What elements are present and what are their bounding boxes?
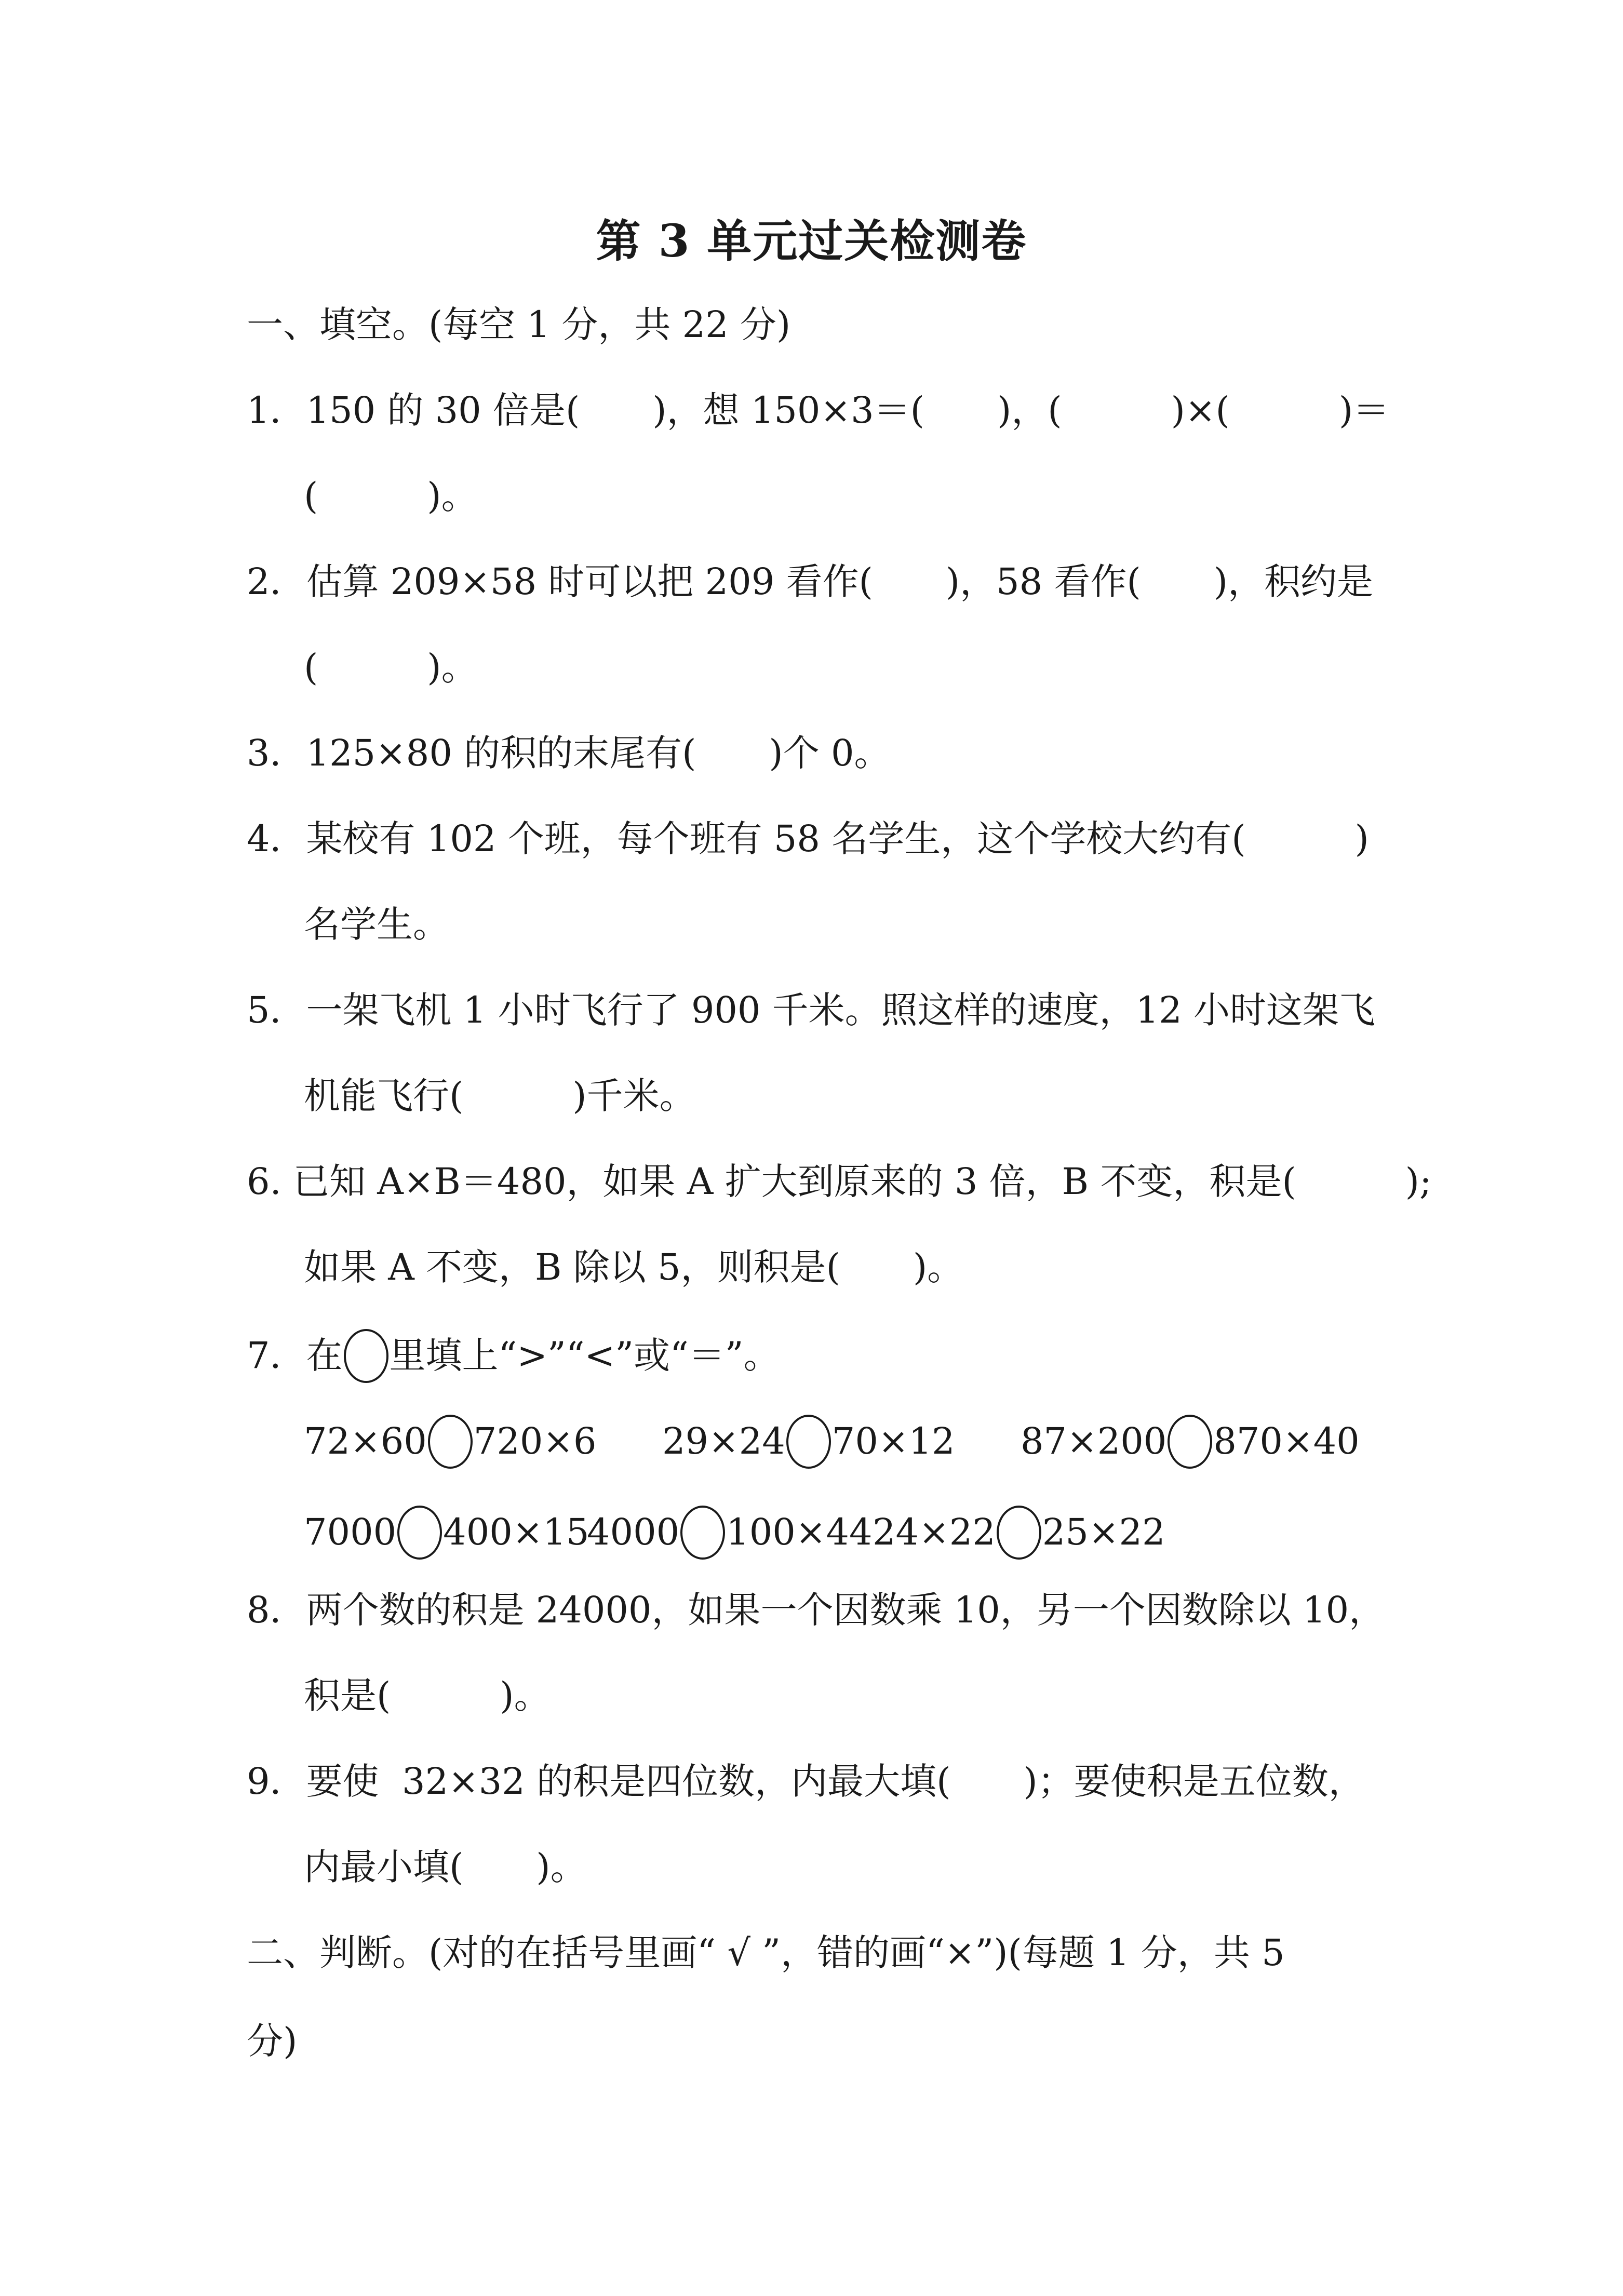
- comparison-left: 87×200: [1021, 1420, 1167, 1462]
- question-8-line-1: 8．两个数的积是 24000，如果一个因数乘 10，另一个因数除以 10，: [247, 1589, 1386, 1631]
- question-1-line-1: 1．150 的 30 倍是( )，想 150×3＝( )，( )×( )＝: [247, 389, 1390, 432]
- question-7-prompt-before: 7．在: [247, 1334, 343, 1377]
- comparison-left: 29×24: [662, 1420, 785, 1462]
- comparison-left: 24×22: [873, 1511, 996, 1553]
- comparison-circle-icon: [344, 1329, 388, 1383]
- comparison-item: [587, 1503, 873, 1561]
- question-6-line-1: 6. 已知 A×B＝480，如果 A 扩大到原来的 3 倍，B 不变，积是( );: [247, 1160, 1432, 1203]
- comparison-item: [304, 1413, 597, 1470]
- comparison-right: 70×12: [831, 1420, 955, 1462]
- comparison-right: 720×6: [473, 1420, 597, 1462]
- comparison-left: 7000: [304, 1511, 397, 1553]
- comparison-circle-icon[interactable]: [786, 1415, 831, 1469]
- section-2-heading-line-1: 二、判断。(对的在括号里画“ √ ”，错的画“×”)(每题 1 分，共 5: [247, 1931, 1285, 1974]
- comparison-circle-icon[interactable]: [397, 1506, 442, 1560]
- question-7-prompt-after: 里填上“>”“<”或“＝”。: [389, 1334, 780, 1377]
- comparison-item: [304, 1503, 589, 1561]
- comparison-item: [873, 1503, 1165, 1561]
- section-1-heading: 一、填空。(每空 1 分，共 22 分): [247, 303, 791, 346]
- section-2-heading-line-2: 分): [247, 2020, 298, 2062]
- comparison-right: 25×22: [1042, 1511, 1165, 1553]
- comparison-right: 400×15: [443, 1511, 589, 1553]
- question-5-line-1: 5．一架飞机 1 小时飞行了 900 千米。照这样的速度，12 小时这架飞: [247, 989, 1376, 1031]
- comparison-right: 870×40: [1213, 1420, 1360, 1462]
- question-8-line-2: 积是( )。: [304, 1674, 551, 1717]
- comparison-left: 4000: [587, 1511, 680, 1553]
- question-9-line-1: 9．要使 32×32 的积是四位数，内最大填( )；要使积是五位数，: [247, 1760, 1365, 1803]
- question-3-line-1: 3．125×80 的积的末尾有( )个 0。: [247, 732, 891, 774]
- question-5-line-2: 机能飞行( )千米。: [304, 1075, 696, 1117]
- question-2-line-2: ( )。: [304, 646, 478, 689]
- question-9-line-2: 内最小填( )。: [304, 1846, 587, 1888]
- question-4-line-2: 名学生。: [304, 903, 449, 946]
- question-6-line-2: 如果 A 不变，B 除以 5，则积是( )。: [304, 1246, 964, 1288]
- comparison-circle-icon[interactable]: [428, 1415, 473, 1469]
- question-2-line-1: 2．估算 209×58 时可以把 209 看作( )，58 看作( )，积约是: [247, 560, 1374, 603]
- comparison-item: [662, 1413, 955, 1470]
- question-4-line-1: 4．某校有 102 个班，每个班有 58 名学生，这个学校大约有( ): [247, 817, 1369, 860]
- comparison-item: [1021, 1413, 1360, 1470]
- question-1-line-2: ( )。: [304, 475, 478, 517]
- comparison-left: 72×60: [304, 1420, 427, 1462]
- comparison-right: 100×44: [726, 1511, 873, 1553]
- comparison-circle-icon[interactable]: [680, 1506, 725, 1560]
- page-title: 第 3 单元过关检测卷: [596, 215, 1027, 267]
- question-7-prompt: [247, 1330, 780, 1383]
- comparison-circle-icon[interactable]: [1168, 1415, 1212, 1469]
- comparison-circle-icon[interactable]: [997, 1506, 1041, 1560]
